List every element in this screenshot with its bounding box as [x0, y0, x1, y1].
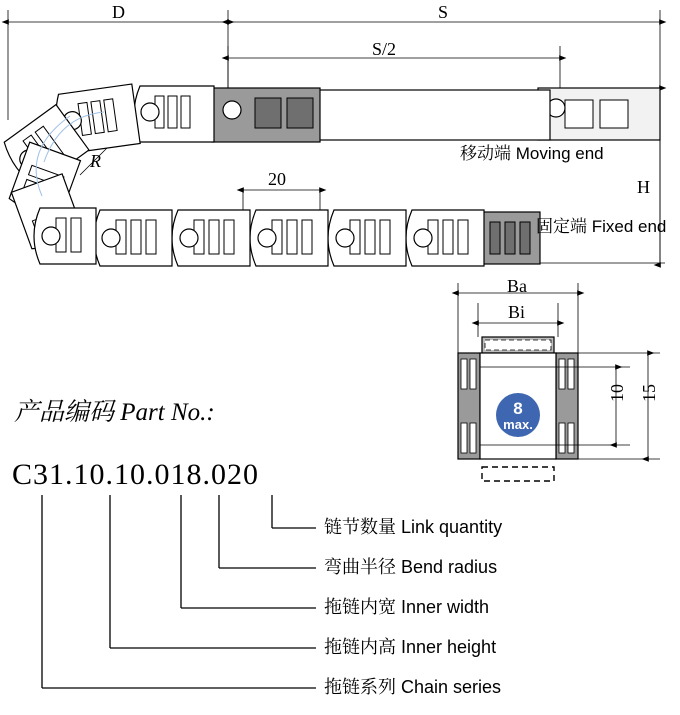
part-no-code-text: C31.10.10.018.020	[12, 458, 260, 491]
moving-end-label: 移动端 Moving end	[460, 144, 604, 163]
legend-chain-series: 拖链系列 Chain series	[324, 677, 502, 697]
legend-inner-width: 拖链内宽 Inner width	[324, 597, 490, 617]
fixed-end-label	[536, 215, 666, 240]
dimension-label-D: D	[112, 2, 125, 22]
fixed-end-label-text: 固定端 Fixed end	[536, 217, 667, 236]
part-no-title: 产品编码 Part No.:	[14, 399, 215, 426]
dimension-label-outer-height-15: 15	[639, 384, 659, 402]
dimension-label-pitch-20: 20	[268, 169, 286, 189]
bubble-value: 8	[513, 399, 523, 418]
legend-inner-height: 拖链内高 Inner height	[324, 637, 497, 657]
legend-link-quantity: 链节数量 Link quantity	[324, 517, 503, 537]
dimension-label-S: S	[438, 2, 449, 22]
dimension-label-Bi: Bi	[508, 302, 526, 322]
dimension-label-H: H	[637, 177, 650, 197]
dimension-label-S-half: S/2	[372, 39, 397, 59]
bubble-unit: max.	[503, 416, 533, 432]
dimension-label-inner-height-10: 10	[607, 384, 627, 402]
legend-bend-radius: 弯曲半径 Bend radius	[324, 557, 498, 577]
part-no-leader-lines	[0, 455, 680, 715]
max-cable-diameter-bubble	[496, 400, 540, 431]
dimension-label-R: R	[90, 151, 101, 171]
dimension-label-Ba: Ba	[507, 276, 527, 296]
chain-side-view-drawing	[0, 0, 680, 285]
